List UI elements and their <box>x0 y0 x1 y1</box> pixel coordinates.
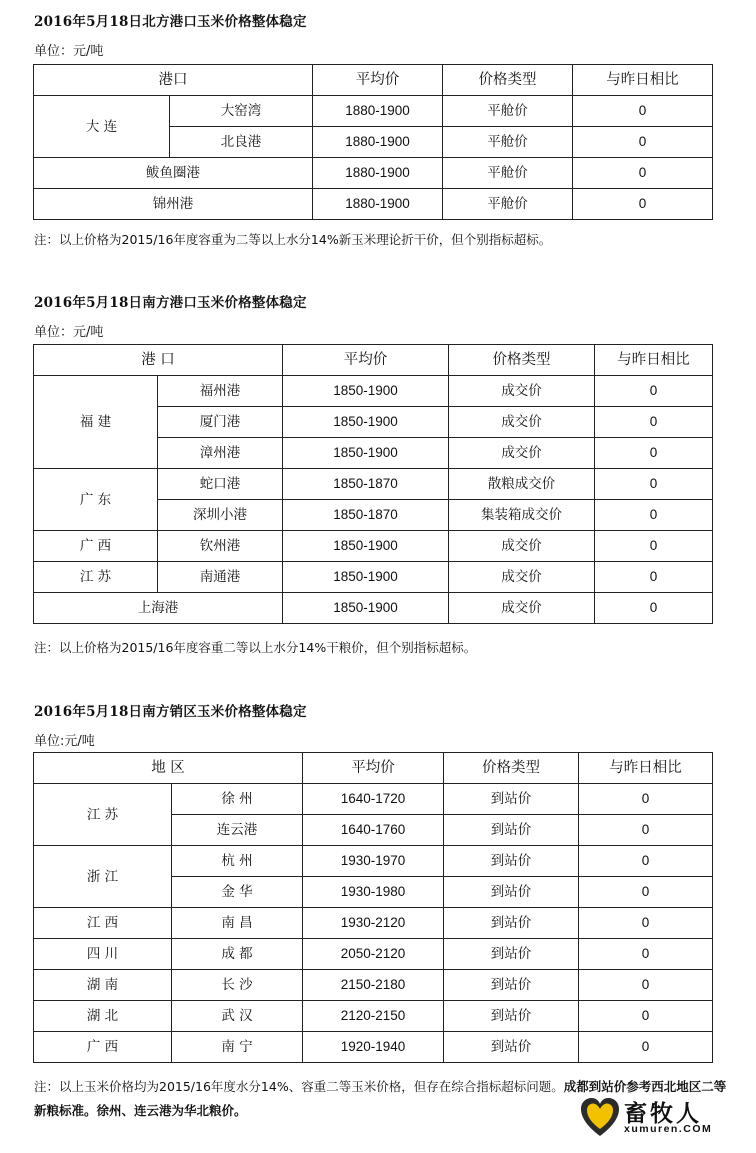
price-cell: 1880-1900 <box>313 189 443 220</box>
header-avg-price: 平均价 <box>303 753 444 784</box>
change-cell: 0 <box>579 1032 713 1063</box>
table-row <box>34 908 713 939</box>
price-cell: 1640-1760 <box>303 815 444 846</box>
group-jiangsu: 江 苏 <box>34 562 158 593</box>
price-cell: 1930-2120 <box>303 908 444 939</box>
table-row <box>34 846 713 877</box>
type-cell: 成交价 <box>449 376 595 407</box>
type-cell: 到站价 <box>444 1001 579 1032</box>
section1-unit: 单位：元/吨 <box>34 44 104 59</box>
price-cell: 1850-1900 <box>283 562 449 593</box>
port-cell: 鲅鱼圈港 <box>34 158 313 189</box>
city-cell: 连云港 <box>172 815 303 846</box>
port-cell: 大窑湾 <box>170 96 313 127</box>
header-price-type: 价格类型 <box>443 65 573 96</box>
section3-note-plain: 注：以上玉米价格均为2015/16年度水分14%、容重二等玉米价格，但存在综合指标超标问题。 <box>34 1079 564 1094</box>
change-cell: 0 <box>579 784 713 815</box>
type-cell: 集装箱成交价 <box>449 500 595 531</box>
price-cell: 1850-1870 <box>283 500 449 531</box>
city-cell: 武 汉 <box>172 1001 303 1032</box>
type-cell: 平舱价 <box>443 158 573 189</box>
price-cell: 1850-1900 <box>283 407 449 438</box>
price-cell: 1850-1900 <box>283 593 449 624</box>
group-hubei: 湖 北 <box>34 1001 172 1032</box>
city-cell: 南 宁 <box>172 1032 303 1063</box>
port-cell: 锦州港 <box>34 189 313 220</box>
change-cell: 0 <box>579 908 713 939</box>
city-cell: 杭 州 <box>172 846 303 877</box>
type-cell: 散粮成交价 <box>449 469 595 500</box>
change-cell: 0 <box>579 970 713 1001</box>
heart-logo-icon <box>580 1096 620 1138</box>
type-cell: 到站价 <box>444 877 579 908</box>
group-dalian: 大 连 <box>34 96 170 158</box>
table-header-row <box>34 753 713 784</box>
change-cell: 0 <box>595 562 713 593</box>
logo-name-cn: 畜牧人 <box>624 1100 702 1127</box>
type-cell: 到站价 <box>444 784 579 815</box>
logo-site: xumuren.COM <box>624 1123 713 1135</box>
port-cell: 深圳小港 <box>158 500 283 531</box>
port-cell: 南通港 <box>158 562 283 593</box>
type-cell: 到站价 <box>444 908 579 939</box>
group-hunan: 湖 南 <box>34 970 172 1001</box>
type-cell: 平舱价 <box>443 96 573 127</box>
change-cell: 0 <box>573 189 713 220</box>
table-row <box>34 158 713 189</box>
type-cell: 成交价 <box>449 562 595 593</box>
price-cell: 1850-1900 <box>283 438 449 469</box>
group-guangxi: 广 西 <box>34 1032 172 1063</box>
change-cell: 0 <box>579 815 713 846</box>
header-change: 与昨日相比 <box>595 345 713 376</box>
price-cell: 2150-2180 <box>303 970 444 1001</box>
port-cell: 北良港 <box>170 127 313 158</box>
price-cell: 1850-1900 <box>283 531 449 562</box>
section2-note: 注：以上价格为2015/16年度容重二等以上水分14%干粮价，但个别指标超标。 <box>34 640 477 655</box>
price-cell: 2050-2120 <box>303 939 444 970</box>
type-cell: 到站价 <box>444 939 579 970</box>
group-jiangsu: 江 苏 <box>34 784 172 846</box>
type-cell: 成交价 <box>449 407 595 438</box>
price-cell: 2120-2150 <box>303 1001 444 1032</box>
south-port-price-table <box>33 344 713 624</box>
header-change: 与昨日相比 <box>579 753 713 784</box>
port-cell: 福州港 <box>158 376 283 407</box>
table-row <box>34 189 713 220</box>
group-sichuan: 四 川 <box>34 939 172 970</box>
group-guangxi: 广 西 <box>34 531 158 562</box>
type-cell: 成交价 <box>449 438 595 469</box>
header-region: 地 区 <box>34 753 303 784</box>
type-cell: 平舱价 <box>443 189 573 220</box>
port-cell: 蛇口港 <box>158 469 283 500</box>
type-cell: 到站价 <box>444 815 579 846</box>
section1-title: 2016年5月18日北方港口玉米价格整体稳定 <box>34 14 307 30</box>
table-header-row <box>34 345 713 376</box>
section2-title: 2016年5月18日南方港口玉米价格整体稳定 <box>34 295 307 311</box>
section3-note-bold: 成都到站价参考西北地区二等新粮标准。徐州、连云港为华北粮价。 <box>34 1079 727 1118</box>
city-cell: 长 沙 <box>172 970 303 1001</box>
table-row <box>34 970 713 1001</box>
table-row <box>34 562 713 593</box>
price-cell: 1880-1900 <box>313 158 443 189</box>
table-row <box>34 784 713 815</box>
price-cell: 1880-1900 <box>313 127 443 158</box>
group-zhejiang: 浙 江 <box>34 846 172 908</box>
type-cell: 到站价 <box>444 970 579 1001</box>
table-row <box>34 469 713 500</box>
price-cell: 1880-1900 <box>313 96 443 127</box>
section3-title: 2016年5月18日南方销区玉米价格整体稳定 <box>34 704 307 720</box>
price-cell: 1930-1970 <box>303 846 444 877</box>
header-change: 与昨日相比 <box>573 65 713 96</box>
port-cell: 厦门港 <box>158 407 283 438</box>
city-cell: 徐 州 <box>172 784 303 815</box>
price-cell: 1850-1900 <box>283 376 449 407</box>
change-cell: 0 <box>595 438 713 469</box>
table-row <box>34 96 713 127</box>
change-cell: 0 <box>579 939 713 970</box>
south-sales-price-table <box>33 752 713 1063</box>
type-cell: 成交价 <box>449 593 595 624</box>
change-cell: 0 <box>595 531 713 562</box>
type-cell: 到站价 <box>444 1032 579 1063</box>
change-cell: 0 <box>595 469 713 500</box>
change-cell: 0 <box>573 127 713 158</box>
port-cell: 漳州港 <box>158 438 283 469</box>
price-cell: 1640-1720 <box>303 784 444 815</box>
city-cell: 成 都 <box>172 939 303 970</box>
table-row <box>34 531 713 562</box>
change-cell: 0 <box>573 158 713 189</box>
section1-note: 注：以上价格为2015/16年度容重为二等以上水分14%新玉米理论折干价，但个别指标超标。 <box>34 232 552 247</box>
section3-unit: 单位:元/吨 <box>34 734 95 749</box>
header-avg-price: 平均价 <box>313 65 443 96</box>
change-cell: 0 <box>595 593 713 624</box>
header-port: 港口 <box>34 65 313 96</box>
group-jiangxi: 江 西 <box>34 908 172 939</box>
group-guangdong: 广 东 <box>34 469 158 531</box>
section2-unit: 单位：元/吨 <box>34 325 104 340</box>
change-cell: 0 <box>595 500 713 531</box>
header-avg-price: 平均价 <box>283 345 449 376</box>
price-cell: 1920-1940 <box>303 1032 444 1063</box>
xumuren-logo <box>580 1095 740 1139</box>
change-cell: 0 <box>579 1001 713 1032</box>
city-cell: 金 华 <box>172 877 303 908</box>
change-cell: 0 <box>595 376 713 407</box>
table-row <box>34 593 713 624</box>
header-price-type: 价格类型 <box>444 753 579 784</box>
type-cell: 平舱价 <box>443 127 573 158</box>
table-row <box>34 376 713 407</box>
change-cell: 0 <box>579 877 713 908</box>
north-port-price-table <box>33 64 713 220</box>
change-cell: 0 <box>595 407 713 438</box>
table-row <box>34 939 713 970</box>
table-row <box>34 1032 713 1063</box>
table-row <box>34 1001 713 1032</box>
change-cell: 0 <box>573 96 713 127</box>
port-cell: 上海港 <box>34 593 283 624</box>
port-cell: 钦州港 <box>158 531 283 562</box>
type-cell: 到站价 <box>444 846 579 877</box>
city-cell: 南 昌 <box>172 908 303 939</box>
price-cell: 1930-1980 <box>303 877 444 908</box>
header-price-type: 价格类型 <box>449 345 595 376</box>
group-fujian: 福 建 <box>34 376 158 469</box>
price-cell: 1850-1870 <box>283 469 449 500</box>
table-header-row <box>34 65 713 96</box>
change-cell: 0 <box>579 846 713 877</box>
type-cell: 成交价 <box>449 531 595 562</box>
header-port: 港 口 <box>34 345 283 376</box>
